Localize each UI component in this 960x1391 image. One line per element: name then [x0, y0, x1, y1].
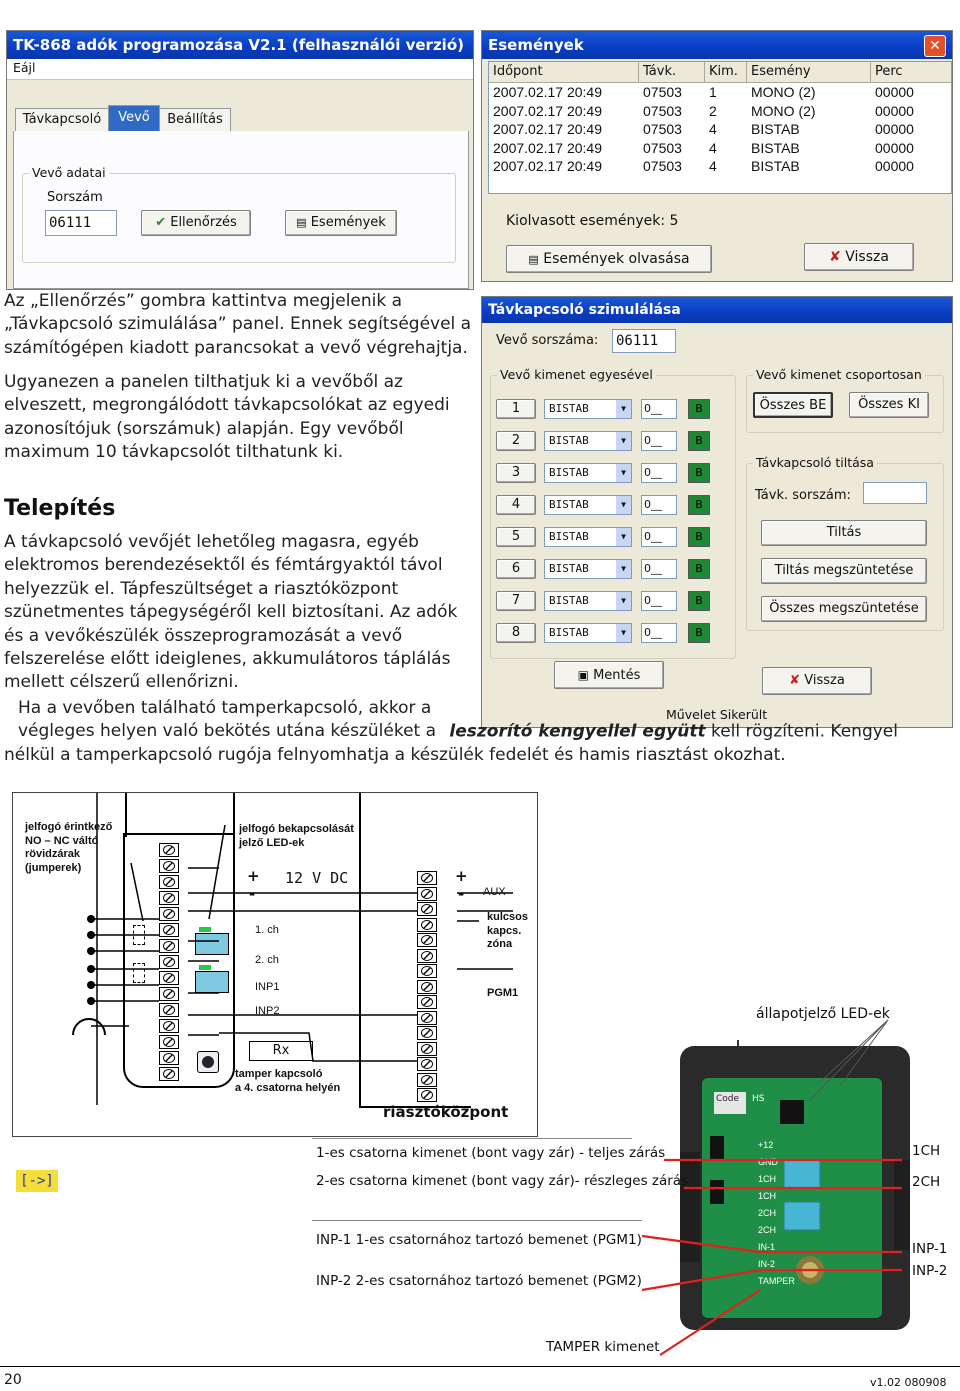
sim-back-button[interactable]	[762, 667, 872, 695]
pin-label: TAMPER	[758, 1276, 795, 1286]
chevron-down-icon: ▼	[616, 496, 631, 514]
tamper-text-a: Ha a vevőben található tamperkapcsoló, akkor a végleges helyen való bekötés utána készüléket a	[18, 698, 437, 742]
central-label: riasztóközpont	[383, 1103, 509, 1121]
legend-inp1: INP-1 1-es csatornához tartozó bemenet (PGM1)	[316, 1232, 642, 1248]
cell: 00000	[875, 139, 914, 156]
legend-inp2: INP-2 2-es csatornához tartozó bemenet (PGM2)	[316, 1273, 642, 1289]
terminal-screw	[417, 995, 437, 1009]
cell: 2	[709, 102, 717, 119]
pin-label: +12	[758, 1140, 774, 1150]
read-events-button[interactable]	[506, 245, 712, 273]
time-input[interactable]: 0__	[641, 431, 677, 451]
terminal-screw	[159, 987, 179, 1001]
status-text: Művelet Sikerült	[666, 707, 768, 722]
arrow-badge[interactable]: [->]	[16, 1170, 58, 1192]
close-icon[interactable]: ✕	[924, 35, 946, 57]
cell: 07503	[643, 102, 682, 119]
terminal-screw	[417, 1011, 437, 1025]
close-x-icon: ✘	[789, 673, 801, 688]
time-input[interactable]: 0__	[641, 495, 677, 515]
state-indicator: B	[688, 463, 710, 483]
back-button-label: Vissza	[845, 249, 889, 265]
terminal-screw	[417, 1057, 437, 1071]
pin-label: IN-1	[758, 1242, 776, 1252]
chevron-down-icon: ▼	[616, 560, 631, 578]
tamper-text-b: leszorító kengyellel együtt	[449, 721, 706, 742]
table-row[interactable]	[489, 139, 951, 158]
save-button[interactable]	[554, 661, 664, 689]
legend-ch2: 2-es csatorna kimenet (bont vagy zár)- részleges zárás	[316, 1173, 689, 1189]
heading-install: Telepítés	[4, 496, 116, 521]
time-input[interactable]: 0__	[641, 591, 677, 611]
single-output-legend: Vevő kimenet egyesével	[497, 367, 656, 382]
receiver-serial-input[interactable]: 06111	[612, 329, 676, 353]
cell: 2007.02.17 20:49	[493, 121, 602, 137]
plus-left: +	[247, 867, 260, 885]
tab-settings[interactable]: Beállítás	[159, 108, 231, 131]
output-button[interactable]: 1	[496, 399, 536, 419]
cell: 00000	[875, 102, 914, 119]
inp2-label: INP2	[255, 1005, 280, 1017]
cell: 1	[709, 84, 717, 100]
terminal-screw	[159, 955, 179, 969]
jumper-label-line: NO – NC váltó	[25, 834, 99, 847]
state-indicator: B	[688, 431, 710, 451]
cell: MONO (2)	[751, 84, 816, 100]
program-window-title: TK-868 adók programozása V2.1 (felhasználói verzió)	[7, 31, 473, 59]
plus-right: +	[455, 867, 468, 885]
time-input[interactable]: 0__	[641, 463, 677, 483]
events-window-title: Események	[482, 31, 952, 59]
jumper-label-line: jelfogó érintkező	[25, 821, 113, 833]
ch1-label: 1. ch	[255, 924, 279, 936]
terminal-screw	[159, 1035, 179, 1049]
all-on-button[interactable]: Összes BE	[753, 392, 833, 418]
chevron-down-icon: ▼	[616, 464, 631, 482]
ban-group	[746, 455, 944, 631]
tab-bar	[13, 105, 469, 132]
output-button[interactable]: 3	[496, 463, 536, 483]
state-indicator: B	[688, 591, 710, 611]
floppy-icon: ▣	[577, 668, 589, 682]
legend-right-2ch: 2CH	[912, 1174, 941, 1190]
terminal-screw	[159, 1019, 179, 1033]
check-icon: ✔	[155, 215, 167, 230]
key-zone-line: zóna	[487, 938, 513, 950]
sim-back-label: Vissza	[804, 673, 845, 688]
terminal-screw	[417, 918, 437, 932]
legend-top-line	[312, 1138, 632, 1139]
read-events-label: Események olvasása	[543, 251, 690, 267]
cell: 00000	[875, 84, 914, 100]
chevron-down-icon: ▼	[616, 432, 631, 450]
paragraph-check: Az „Ellenőrzés” gombra kattintva megjelenik a „Távkapcsoló szimulálása” panel. Ennek segítségével a számítógépen kiadott parancsokat a vevő végrehajtja.	[4, 291, 472, 358]
events-button[interactable]	[285, 210, 397, 236]
output-button[interactable]: 6	[496, 559, 536, 579]
table-row[interactable]	[489, 120, 951, 139]
receiver-serial-label: Vevő sorszáma:	[496, 333, 599, 348]
key-zone-line: kapcs.	[487, 924, 522, 937]
mode-select-value: BISTAB	[549, 626, 589, 639]
ban-legend: Távkapcsoló tiltása	[753, 455, 877, 470]
output-button[interactable]: 4	[496, 495, 536, 515]
device-photo	[680, 1040, 910, 1330]
pin-label: 2CH	[758, 1208, 777, 1218]
terminal-screw	[159, 859, 179, 873]
check-button-label: Ellenőrzés	[170, 215, 237, 230]
cell: 2007.02.17 20:49	[493, 139, 602, 156]
cell: 07503	[643, 158, 682, 174]
terminal-screw	[417, 949, 437, 963]
tamper-label-line: a 4. csatorna helyén	[235, 1081, 341, 1094]
receiver-data-legend: Vevő adatai	[29, 165, 109, 180]
cell: 4	[709, 139, 717, 156]
terminal-screw	[159, 923, 179, 937]
pin-label: 2CH	[758, 1225, 777, 1235]
table-row[interactable]	[489, 83, 951, 102]
ch2-label: 2. ch	[255, 954, 279, 966]
terminal-screw	[159, 1067, 179, 1081]
legend-ch1: 1-es csatorna kimenet (bont vagy zár) - teljes zárás	[316, 1145, 666, 1161]
mode-select[interactable]	[544, 623, 632, 643]
list-icon: ▤	[296, 216, 307, 229]
col-remote[interactable]: Távk.	[639, 62, 705, 82]
cell: 07503	[643, 139, 682, 156]
read-count-label: Kiolvasott események: 5	[506, 213, 679, 229]
rx-label: Rx	[249, 1041, 313, 1061]
all-off-button[interactable]: Összes KI	[849, 392, 929, 418]
version-label: v1.02 080908	[870, 1376, 947, 1389]
table-row[interactable]	[489, 157, 951, 176]
cell: BISTAB	[751, 139, 800, 156]
led-label	[239, 823, 354, 850]
mode-select-value: BISTAB	[549, 498, 589, 511]
cell: 07503	[643, 84, 682, 100]
cell: 2007.02.17 20:49	[493, 84, 602, 100]
output-button[interactable]: 2	[496, 431, 536, 451]
jumper-label	[25, 821, 112, 875]
events-button-label: Események	[310, 215, 386, 230]
chevron-down-icon: ▼	[616, 400, 631, 418]
aux-label: AUX	[483, 886, 506, 898]
mode-select[interactable]	[544, 591, 632, 611]
output-button[interactable]: 8	[496, 623, 536, 643]
cell: 2007.02.17 20:49	[493, 102, 602, 119]
ban-button[interactable]: Tiltás	[761, 520, 927, 546]
device-board-drawing	[680, 1040, 910, 1330]
terminal-screw	[159, 1051, 179, 1065]
list-icon: ▤	[528, 253, 539, 266]
led-label-line: jelfogó bekapcsolását	[239, 823, 354, 835]
board-hs-label: HS	[752, 1094, 765, 1104]
events-window	[481, 30, 953, 282]
mode-select-value: BISTAB	[549, 434, 589, 447]
tamper-text-c: kell rögzíteni. Kengyel nélkül a tamperkapcsoló rugója felnyomhatja a készülék fedelét és hamis riasztást okozhat.	[4, 721, 898, 765]
key-zone-line: kulcsos	[487, 911, 528, 923]
status-led-label: állapotjelző LED-ek	[756, 1006, 890, 1022]
state-indicator: B	[688, 495, 710, 515]
mode-select-value: BISTAB	[549, 530, 589, 543]
time-input[interactable]: 0__	[641, 399, 677, 419]
time-input[interactable]: 0__	[641, 527, 677, 547]
legend-right-inp2: INP-2	[912, 1263, 948, 1279]
mode-select[interactable]	[544, 559, 632, 579]
cell: MONO (2)	[751, 102, 816, 119]
remote-serial-input[interactable]	[863, 482, 927, 504]
col-time[interactable]: Időpont	[489, 62, 639, 82]
terminal-screw	[159, 971, 179, 985]
terminal-screw	[417, 1088, 437, 1102]
state-indicator: B	[688, 559, 710, 579]
output-button[interactable]: 5	[496, 527, 536, 547]
minus-right: -	[458, 885, 465, 903]
mode-select-value: BISTAB	[549, 562, 589, 575]
col-event[interactable]: Esemény	[747, 62, 871, 82]
cell: BISTAB	[751, 121, 800, 137]
back-button[interactable]	[804, 243, 914, 271]
serial-input[interactable]: 06111	[45, 210, 117, 236]
terminal-screw	[159, 939, 179, 953]
close-x-icon: ✘	[829, 249, 841, 265]
minus-left: -	[249, 885, 256, 903]
table-row[interactable]	[489, 102, 951, 121]
pin-label: 1CH	[758, 1174, 777, 1184]
terminal-screw	[417, 980, 437, 994]
simulation-window	[481, 296, 953, 728]
events-table	[488, 61, 952, 194]
terminal-screw	[159, 907, 179, 921]
terminal-screw	[159, 843, 179, 857]
state-indicator: B	[688, 527, 710, 547]
tab-remote[interactable]: Távkapcsoló	[15, 108, 109, 131]
group-output-group	[746, 367, 944, 433]
terminal-screw	[417, 1073, 437, 1087]
receiver-data-group	[22, 165, 456, 263]
chevron-down-icon: ▼	[616, 624, 631, 642]
terminal-screw	[159, 875, 179, 889]
program-window	[6, 30, 474, 290]
legend-right-inp1: INP-1	[912, 1241, 948, 1257]
col-output[interactable]: Kim.	[705, 62, 747, 82]
group-output-legend: Vevő kimenet csoportosan	[753, 367, 925, 382]
col-minute[interactable]: Perc	[875, 64, 903, 79]
tamper-label	[235, 1068, 340, 1095]
simulation-window-title: Távkapcsoló szimulálása	[482, 297, 952, 323]
mode-select[interactable]	[544, 431, 632, 451]
save-button-label: Mentés	[593, 668, 641, 683]
terminal-screw	[417, 871, 437, 885]
pgm1-label: PGM1	[487, 987, 519, 999]
key-zone-label	[487, 911, 528, 952]
output-button[interactable]: 7	[496, 591, 536, 611]
serial-label: Sorszám	[47, 190, 103, 205]
terminal-screw	[417, 964, 437, 978]
led-label-line: jelző LED-ek	[239, 836, 305, 849]
tab-receiver[interactable]: Vevő	[108, 105, 160, 132]
cell: 00000	[875, 121, 914, 137]
terminal-screw	[417, 1042, 437, 1056]
mode-select-value: BISTAB	[549, 466, 589, 479]
terminal-screw	[417, 1026, 437, 1040]
terminal-screw	[417, 933, 437, 947]
cell: 2007.02.17 20:49	[493, 158, 602, 174]
jumper-label-line: (jumperek)	[25, 861, 82, 874]
mode-select-value: BISTAB	[549, 402, 589, 415]
footer-rule	[0, 1366, 960, 1367]
pin-label: GND	[758, 1157, 778, 1167]
pin-label: IN-2	[758, 1259, 776, 1269]
jumper-label-line: rövidzárak	[25, 848, 81, 860]
mode-select[interactable]	[544, 463, 632, 483]
tab-page	[13, 131, 469, 289]
mode-select[interactable]	[544, 527, 632, 547]
terminal-screw	[417, 887, 437, 901]
unban-all-button[interactable]: Összes megszüntetése	[761, 596, 927, 622]
time-input[interactable]: 0__	[641, 623, 677, 643]
events-table-header	[489, 62, 951, 83]
check-button[interactable]	[141, 210, 251, 236]
cell: 4	[709, 121, 717, 137]
pin-label: 1CH	[758, 1191, 777, 1201]
paragraph-tamper	[4, 697, 954, 767]
terminal-screw	[159, 891, 179, 905]
legend-mid-line	[312, 1220, 642, 1221]
mode-select-value: BISTAB	[549, 594, 589, 607]
legend-tamper: TAMPER kimenet	[546, 1339, 660, 1355]
legend-right-1ch: 1CH	[912, 1143, 941, 1159]
mode-select[interactable]	[544, 495, 632, 515]
inp1-label: INP1	[255, 981, 280, 993]
board-code-label: Code	[716, 1094, 740, 1104]
terminal-screw	[417, 902, 437, 916]
remote-serial-label: Távk. sorszám:	[755, 488, 851, 503]
chevron-down-icon: ▼	[616, 528, 631, 546]
chevron-down-icon: ▼	[616, 592, 631, 610]
terminal-screw	[159, 1003, 179, 1017]
cell: 07503	[643, 121, 682, 137]
wiring-diagram	[12, 792, 538, 1137]
unban-button[interactable]: Tiltás megszüntetése	[761, 558, 927, 584]
time-input[interactable]: 0__	[641, 559, 677, 579]
mode-select[interactable]	[544, 399, 632, 419]
menu-file[interactable]: Eájl	[13, 60, 36, 75]
state-indicator: B	[688, 623, 710, 643]
paragraph-install: A távkapcsoló vevőjét lehetőleg magasra, egyéb elektromos berendezésektől és fémtárgyaktól távol helyezzük el. Tápfeszültséget a riasztóközpont szünetmentes tápegységéről kell biztosítani. Az adók és a vevőkészülék összeprogramozását a vevő felszerelése előtt ideiglenes, akkumulátoros táplálás mellett célszerű ellenőrizni.	[4, 532, 458, 693]
cell: 4	[709, 158, 717, 174]
state-indicator: B	[688, 399, 710, 419]
tamper-label-line: tamper kapcsoló	[235, 1068, 323, 1080]
cell: BISTAB	[751, 158, 800, 174]
page-number: 20	[4, 1372, 22, 1388]
paragraph-ban: Ugyanezen a panelen tilthatjuk ki a vevőből az elveszett, megrongálódott távkapcsolókat az egyedi azonosítójuk (sorszámuk) alapján. Egy vevőből maximum 10 távkapcsolót tilthatunk ki.	[4, 372, 450, 463]
menu-bar	[7, 59, 473, 80]
voltage-label: 12 V DC	[285, 869, 349, 887]
cell: 00000	[875, 158, 914, 174]
